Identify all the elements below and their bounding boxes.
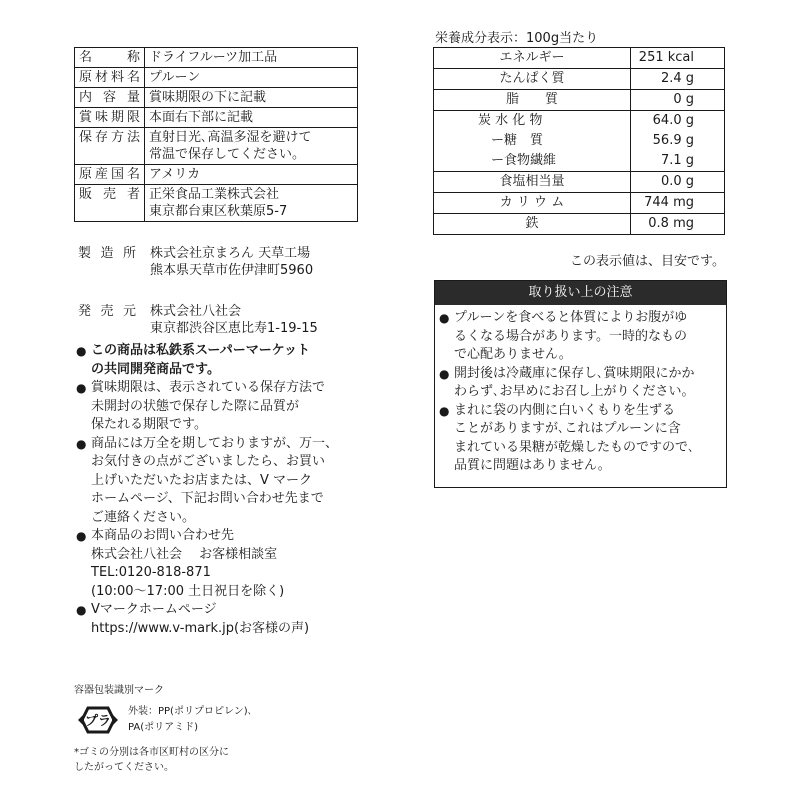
- caution-title: 取り扱い上の注意: [435, 281, 726, 305]
- product-notes: [76, 342, 366, 638]
- note-text: 商品には万全を期しておりますが、万一、 お気付きの点がございましたら、お買い 上げいただいたお店または、V マーク ホームページ、下記お問い合わせ先まで ご連絡ください。: [91, 435, 339, 525]
- info-label: 販売者: [75, 185, 145, 222]
- info-row: [75, 185, 358, 222]
- info-label: 賞味期限: [75, 108, 145, 128]
- caution-text: まれに袋の内側に白いくもりを生ずる ことがありますが､これはプルーンに含 まれている果糖が乾燥したものですので､ 品質に問題はありません。: [454, 402, 695, 473]
- info-value: 正栄食品工業株式会社 東京都台東区秋葉原5-7: [145, 185, 358, 222]
- nutrition-row: [434, 111, 725, 172]
- caution-item: [439, 402, 722, 476]
- nutrient-value: 0.8 mg: [631, 214, 725, 235]
- caution-list: [435, 305, 726, 476]
- note-text: Vマークホームページ https://www.v-mark.jp(お客様の声): [91, 602, 310, 636]
- distributor-value: 株式会社八社会 東京都渋谷区恵比寿1-19-15: [150, 304, 318, 336]
- manufacturer-value: 株式会社京まろん 天草工場 熊本県天草市佐伊津町5960: [150, 246, 314, 278]
- nutrient-value: 64.0 g 56.9 g 7.1 g: [631, 111, 725, 172]
- bullet-icon: ●: [76, 381, 87, 395]
- caution-box: [434, 280, 727, 488]
- recycle-note: *ゴミの分別は各市区町村の区分に したがってください。: [74, 747, 229, 773]
- nutrient-value: 744 mg: [631, 193, 725, 214]
- nutrition-row: [434, 69, 725, 90]
- info-row: [75, 165, 358, 185]
- nutrient-name: 食塩相当量: [434, 172, 631, 193]
- bullet-icon: ●: [76, 436, 87, 451]
- note-item: [76, 601, 366, 638]
- bullet-icon: ●: [76, 529, 87, 543]
- nutrient-name: エネルギー: [434, 48, 631, 69]
- info-value: アメリカ: [145, 165, 358, 185]
- note-text: 賞味期限は、表示されている保存方法で 未開封の状態で保存した際に品質が 保たれる期限です。: [91, 380, 326, 432]
- bullet-icon: ●: [76, 344, 87, 358]
- info-label: 内容量: [75, 88, 145, 108]
- bullet-icon: ●: [76, 603, 87, 617]
- info-row: [75, 48, 358, 68]
- info-row: [75, 88, 358, 108]
- caution-text: プルーンを食べると体質によりお腹がゆ るくなる場合があります。一時的なもの で心配ありません。: [454, 310, 688, 362]
- info-row: [75, 128, 358, 165]
- nutrient-name: カ リ ウ ム: [434, 193, 631, 214]
- info-value: プルーン: [145, 68, 358, 88]
- bullet-icon: ●: [439, 311, 450, 325]
- nutrition-title: 栄養成分表示：100g当たり: [435, 31, 599, 46]
- note-text: この商品は私鉄系スーパーマーケット の共同開発商品です。: [91, 343, 311, 377]
- note-text: 本商品のお問い合わせ先 株式会社八社会 お客様相談室 TEL:0120-818-871 (10:00〜17:00 土日祝日を除く): [91, 528, 285, 599]
- info-label: 原産国名: [75, 165, 145, 185]
- nutrition-row: [434, 193, 725, 214]
- caution-item: [439, 365, 722, 402]
- nutrient-value: 0.0 g: [631, 172, 725, 193]
- caution-text: 開封後は冷蔵庫に保存し､賞味期限にかか わらず､お早めにお召し上がりください。: [454, 365, 695, 399]
- nutrient-name: たんぱく質: [434, 69, 631, 90]
- nutrition-row: [434, 48, 725, 69]
- info-value: 賞味期限の下に記載: [145, 88, 358, 108]
- bullet-icon: ●: [439, 366, 450, 381]
- manufacturer-label: 製造所: [78, 246, 136, 261]
- recycle-material-text: 外装：PP(ポリプロピレン)､ PA(ポリアミド): [128, 706, 253, 733]
- nutrient-name: 鉄: [434, 214, 631, 235]
- nutrient-value: 0 g: [631, 90, 725, 111]
- nutrition-row: [434, 90, 725, 111]
- product-info-table: [74, 47, 358, 222]
- note-item: [76, 527, 366, 601]
- nutrition-table: [433, 47, 725, 235]
- distributor-row: [78, 286, 318, 337]
- nutrient-name: 脂 質: [434, 90, 631, 111]
- info-label: 保存方法: [75, 128, 145, 165]
- info-row: [75, 108, 358, 128]
- nutrient-name: 炭 水 化 物 ー糖 質 ー食物繊維: [434, 111, 631, 172]
- distributor-label: 発売元: [78, 304, 136, 319]
- nutrient-value: 2.4 g: [631, 69, 725, 90]
- note-item: [76, 342, 366, 379]
- nutrient-value: 251 kcal: [631, 48, 725, 69]
- info-label: 原材料名: [75, 68, 145, 88]
- nutrition-note: この表示値は、目安です。: [570, 254, 725, 269]
- nutrition-row: [434, 214, 725, 235]
- info-label: 名 称: [75, 48, 145, 68]
- bullet-icon: ●: [439, 403, 450, 418]
- info-value: 直射日光､高温多湿を避けて 常温で保存してください。: [145, 128, 358, 165]
- info-value: 本面右下部に記載: [145, 108, 358, 128]
- manufacturer-row: [78, 228, 313, 279]
- nutrition-row: [434, 172, 725, 193]
- plastic-recycle-icon: [74, 700, 122, 740]
- note-item: [76, 435, 366, 528]
- note-item: [76, 379, 366, 435]
- recycle-icon-text: プラ: [84, 714, 112, 729]
- info-row: [75, 68, 358, 88]
- recycle-mark-title: 容器包装識別マーク: [74, 685, 164, 696]
- caution-item: [439, 309, 722, 365]
- info-value: ドライフルーツ加工品: [145, 48, 358, 68]
